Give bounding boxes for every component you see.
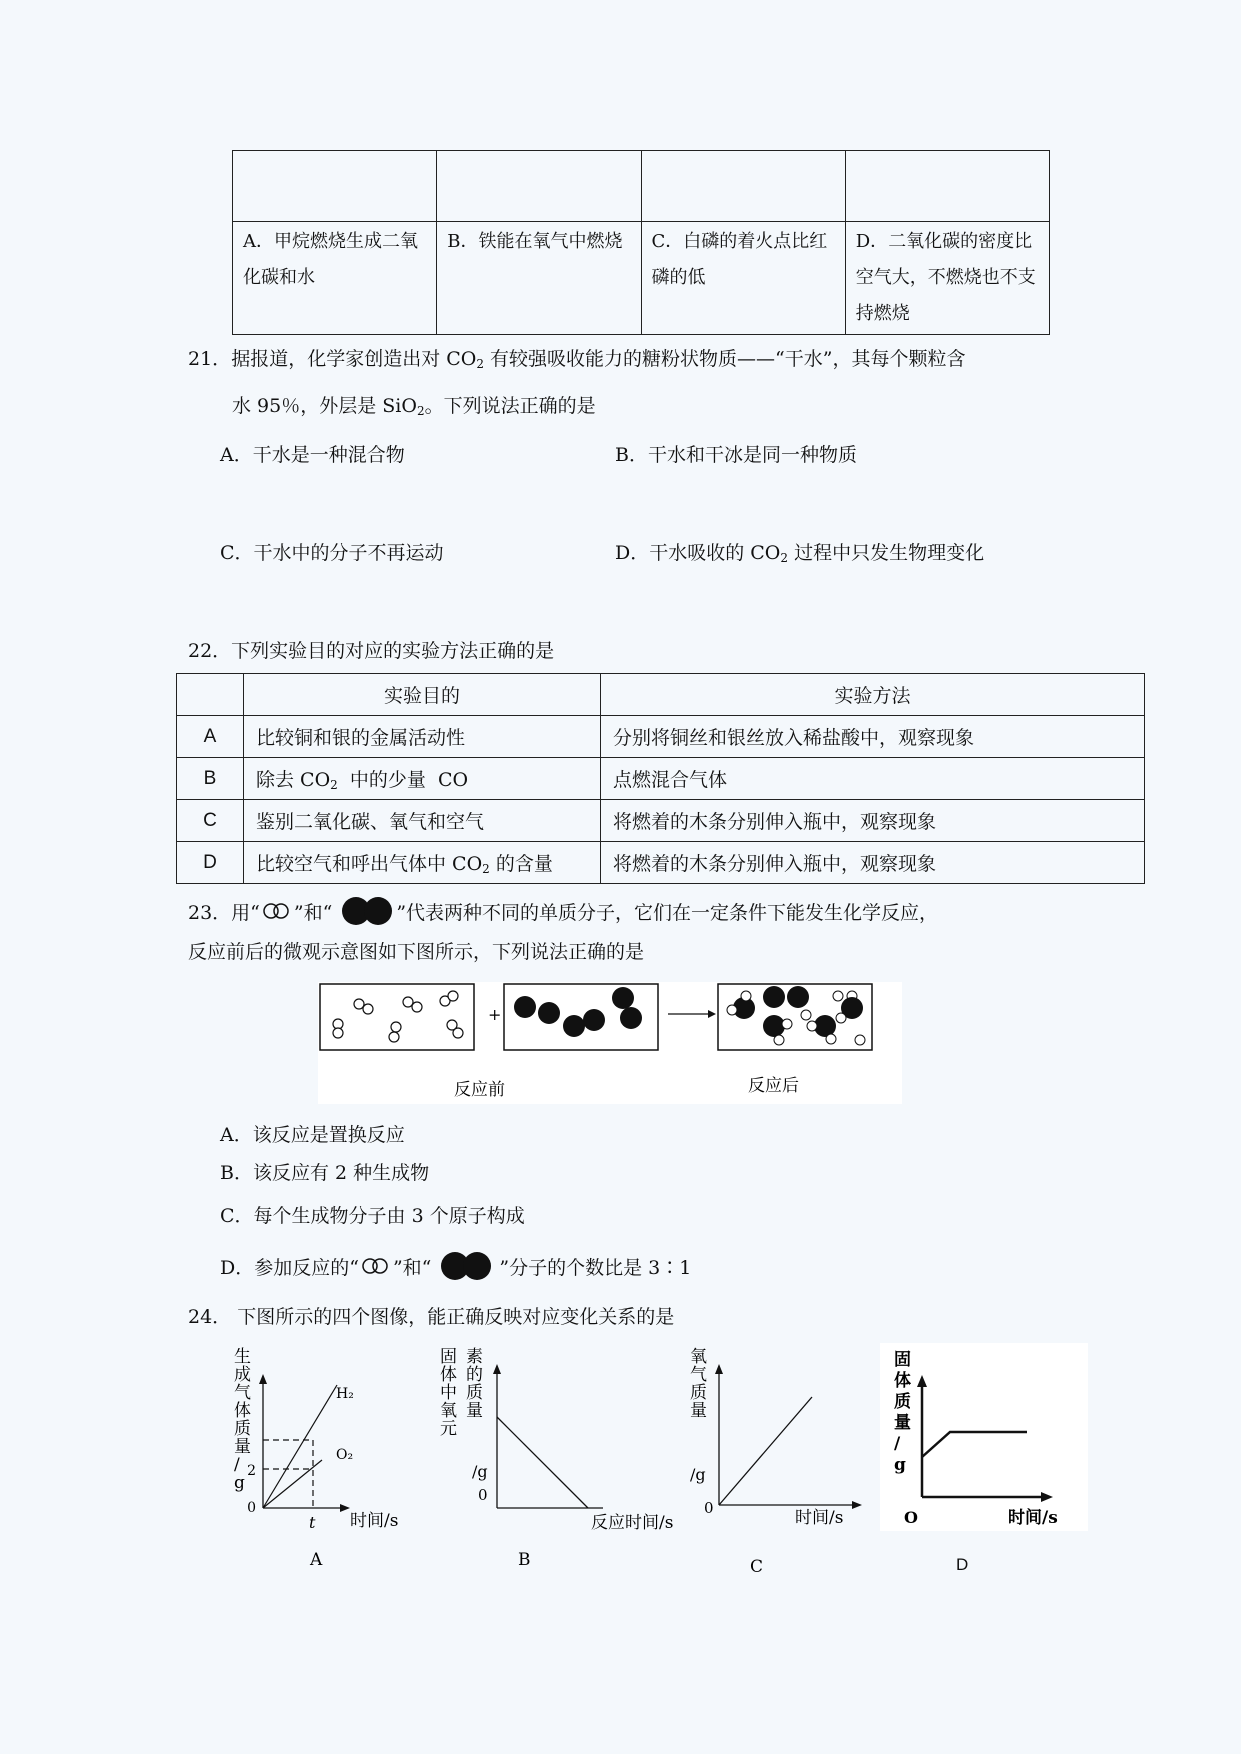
before-label: 反应前: [454, 1080, 505, 1100]
graph-label: B: [518, 1550, 531, 1570]
large-molecule-icon: [340, 895, 396, 927]
q23-line1: 23．用“ ”和“ ”代表两种不同的单质分子，它们在一定条件下能发生化学反应，: [188, 895, 938, 927]
q21-option-c: C．干水中的分子不再运动: [220, 542, 444, 564]
option-cell: [845, 222, 1049, 335]
graph-d-label: D: [956, 1555, 969, 1574]
option-text: 甲烷燃烧生成二氧化碳和水: [243, 231, 418, 288]
header-cell: 实验目的: [244, 674, 601, 716]
graph-b: [438, 1340, 688, 1580]
origin: 0: [478, 1486, 488, 1504]
row-label: C: [177, 800, 244, 842]
graph-d-ylabel: 固体质量/ g: [894, 1350, 911, 1475]
row-label: D: [177, 842, 244, 884]
q21-line1: 21．据报道，化学家创造出对 $CO_2$ 有较强吸收能力的糖粉状物质——“干水”，其每个颗粒含: [188, 348, 966, 371]
o2-label: O₂: [336, 1447, 354, 1463]
unit: /g: [472, 1462, 488, 1481]
image-cell: [437, 151, 641, 222]
q21-option-d: D．干水吸收的 $CO_2$ 过程中只发生物理变化: [615, 542, 985, 565]
image-cell: [641, 151, 845, 222]
graph-c: [680, 1340, 880, 1580]
q23-option-a: A．该反应是置换反应: [220, 1124, 405, 1146]
product-molecules: [727, 986, 865, 1045]
header-cell: 实验方法: [601, 674, 1145, 716]
plus-sign: +: [488, 1005, 502, 1024]
origin: O: [904, 1508, 918, 1527]
goal-cell: 比较空气和呼出气体中 $CO_2$ 的含量: [244, 842, 601, 884]
graph-label: A: [310, 1550, 323, 1570]
option-letter: A．: [243, 231, 274, 252]
x-label: 时间/s: [350, 1511, 399, 1531]
row-label: A: [177, 716, 244, 758]
row-label: B: [177, 758, 244, 800]
header-cell: [177, 674, 244, 716]
unit: /g: [690, 1465, 706, 1484]
option-text: 二氧化碳的密度比空气大，不燃烧也不支持燃烧: [855, 231, 1036, 324]
options-table: [232, 150, 1050, 335]
q23-option-b: B．该反应有 2 种生成物: [220, 1162, 430, 1184]
graph-a: [228, 1340, 428, 1580]
goal-cell: 比较铜和银的金属活动性: [244, 716, 601, 758]
graph-b-ylabel-2: 素的质量: [466, 1347, 483, 1421]
graph-b-ylabel: 固体中氧元: [440, 1347, 457, 1439]
option-cell: [437, 222, 641, 335]
image-cell: [845, 151, 1049, 222]
graph-c-ylabel: 氧气质量: [690, 1347, 707, 1421]
origin: 0: [704, 1499, 714, 1517]
small-molecules: [333, 991, 463, 1042]
tick-t: t: [309, 1513, 316, 1532]
option-text: 白磷的着火点比红磷的低: [651, 231, 828, 288]
graph-a-ylabel: 生成气体质量/ g: [234, 1347, 251, 1493]
graph-d: [880, 1343, 1088, 1531]
method-cell: 将燃着的木条分别伸入瓶中，观察现象: [601, 842, 1145, 884]
data-line: [497, 1417, 588, 1508]
method-cell: 点燃混合气体: [601, 758, 1145, 800]
x-label: 时间/s: [1008, 1508, 1058, 1528]
method-cell: 将燃着的木条分别伸入瓶中，观察现象: [601, 800, 1145, 842]
small-molecule-icon: [260, 900, 294, 922]
data-line: [922, 1432, 1027, 1457]
q23-line2: 反应前后的微观示意图如下图所示，下列说法正确的是: [188, 941, 645, 963]
q23-option-c: C．每个生成物分子由 3 个原子构成: [220, 1205, 525, 1227]
data-line: [719, 1397, 812, 1505]
option-cell: [233, 222, 437, 335]
q21-line2: 水 95％，外层是 SiO$_2$。下列说法正确的是: [232, 395, 596, 418]
x-label: 反应时间/s: [591, 1513, 674, 1533]
goal-cell: 鉴别二氧化碳、氧气和空气: [244, 800, 601, 842]
method-cell: 分别将铜丝和银丝放入稀盐酸中，观察现象: [601, 716, 1145, 758]
after-label: 反应后: [748, 1076, 799, 1096]
q21-option-b: B．干水和干冰是同一种物质: [615, 444, 857, 466]
option-cell: [641, 222, 845, 335]
q24-stem: 24． 下图所示的四个图像，能正确反映对应变化关系的是: [188, 1306, 675, 1328]
large-molecules: [514, 987, 642, 1037]
option-letter: D．: [855, 231, 889, 252]
option-letter: B．: [447, 231, 479, 252]
option-letter: C．: [651, 231, 684, 252]
large-molecule-icon: [439, 1250, 499, 1282]
experiment-table: [176, 673, 1145, 884]
small-molecule-icon: [359, 1255, 393, 1277]
image-cell: [233, 151, 437, 222]
q22-stem: 22．下列实验目的对应的实验方法正确的是: [188, 640, 555, 662]
q23-option-d: D．参加反应的“ ”和“ ”分子的个数比是 3∶1: [220, 1250, 691, 1282]
goal-cell: 除去 $CO_2$ 中的少量 CO: [244, 758, 601, 800]
graph-label: C: [750, 1557, 764, 1577]
h2-line: [263, 1385, 337, 1508]
x-label: 时间/s: [795, 1508, 844, 1528]
option-text: 铁能在氧气中燃烧: [478, 231, 623, 252]
tick-2: 2: [247, 1463, 256, 1479]
q21-option-a: A．干水是一种混合物: [220, 444, 405, 466]
origin: 0: [247, 1500, 256, 1516]
h2-label: H₂: [336, 1386, 354, 1402]
reaction-diagram: [318, 982, 902, 1104]
